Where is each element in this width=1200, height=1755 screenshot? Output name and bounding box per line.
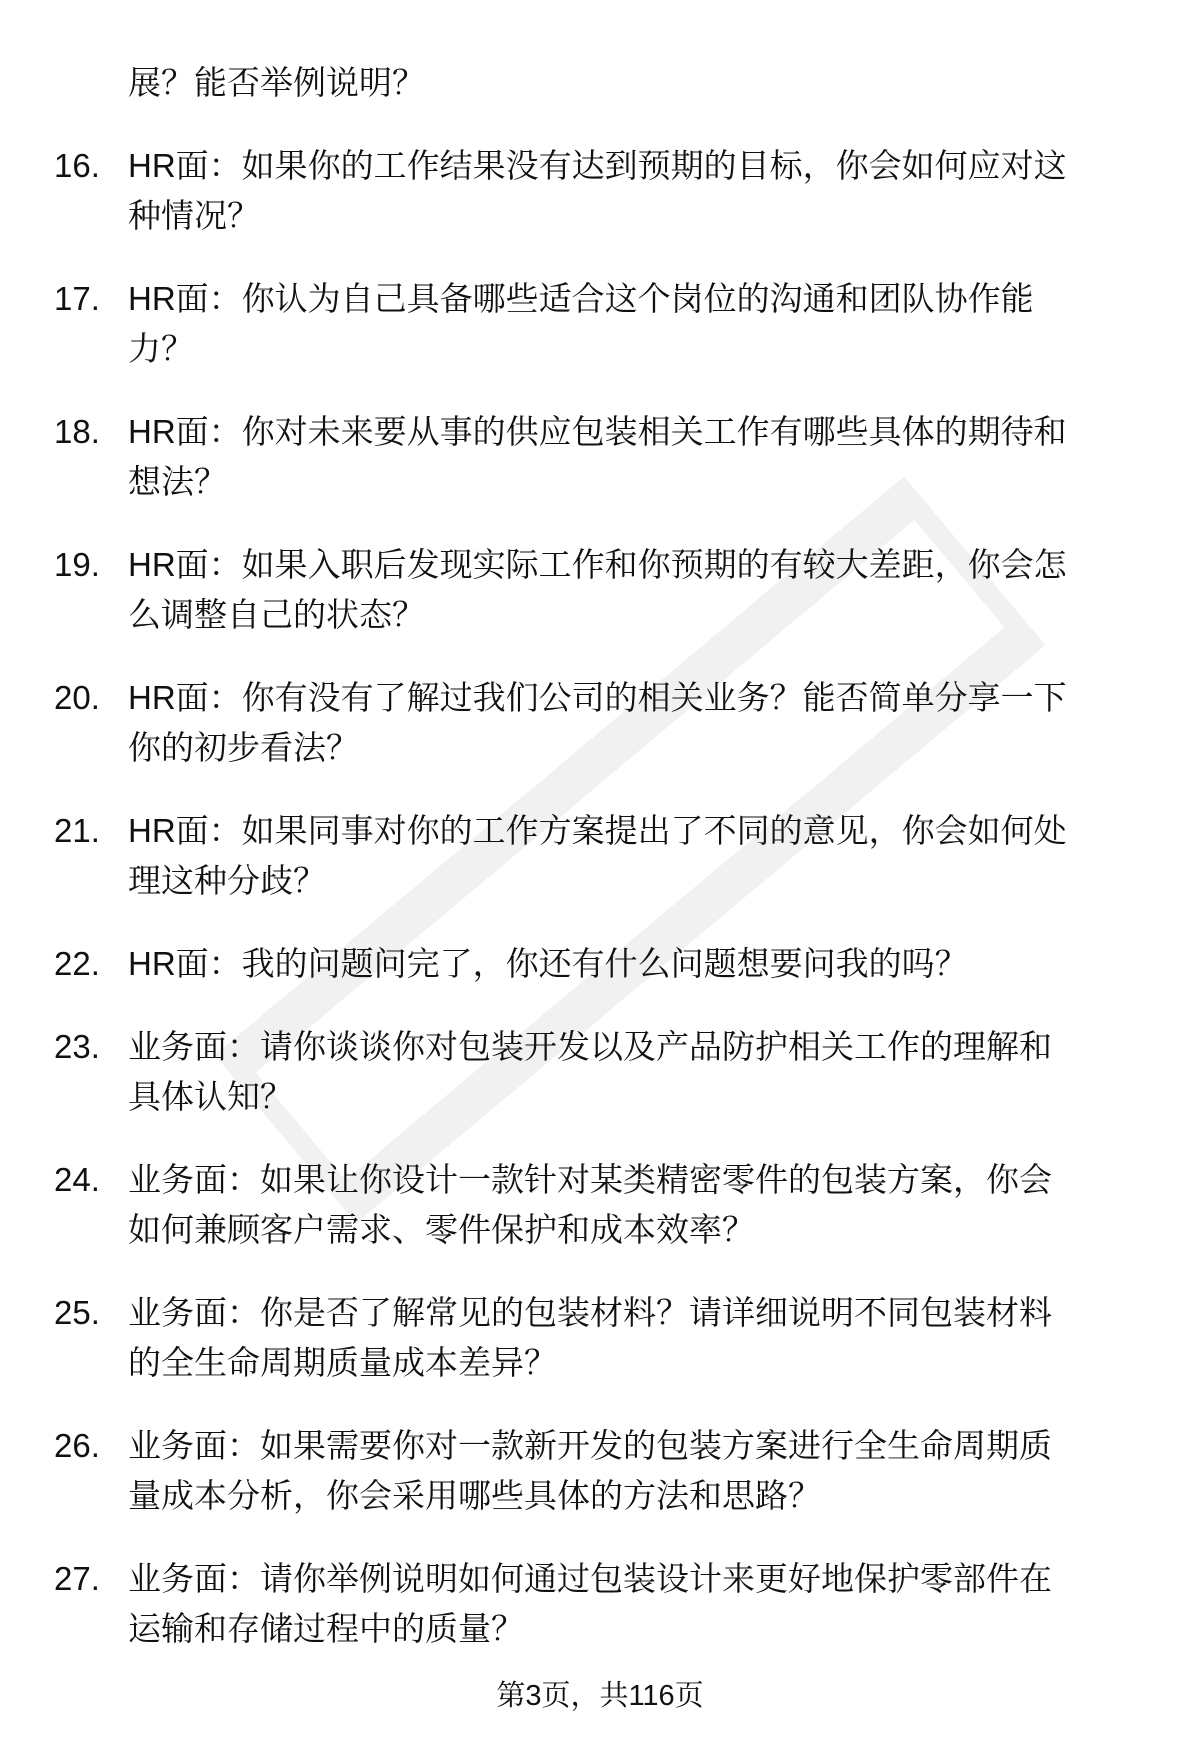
page-footer: 第3页，共116页 <box>496 1680 704 1712</box>
question-text: HR面：你有没有了解过我们公司的相关业务？能否简单分享一下 <box>128 679 1067 716</box>
question-list <box>0 58 1200 1687</box>
question-item <box>0 407 1200 507</box>
question-item <box>0 939 1200 989</box>
question-text: 种情况？ <box>128 197 260 234</box>
question-item <box>0 1421 1200 1521</box>
question-text: 业务面：请你举例说明如何通过包装设计来更好地保护零部件在 <box>128 1560 1052 1597</box>
text-line: 展？能否举例说明？ <box>128 64 425 101</box>
question-text: 运输和存储过程中的质量？ <box>128 1610 524 1647</box>
question-item <box>0 806 1200 906</box>
question-item <box>0 1155 1200 1255</box>
question-text: 如何兼顾客户需求、零件保护和成本效率？ <box>128 1211 755 1248</box>
question-item <box>0 1022 1200 1122</box>
continuation-text <box>0 58 1200 108</box>
question-text: 力？ <box>128 330 194 367</box>
question-text: 么调整自己的状态？ <box>128 596 425 633</box>
question-text: HR面：我的问题问完了，你还有什么问题想要问我的吗？ <box>128 945 968 982</box>
question-text: 业务面：请你谈谈你对包装开发以及产品防护相关工作的理解和 <box>128 1028 1052 1065</box>
question-number: 16. <box>54 147 100 184</box>
question-text: 的全生命周期质量成本差异？ <box>128 1344 557 1381</box>
question-number: 27. <box>54 1560 100 1597</box>
question-item <box>0 673 1200 773</box>
question-number: 24. <box>54 1161 100 1198</box>
question-text: HR面：如果同事对你的工作方案提出了不同的意见，你会如何处 <box>128 812 1067 849</box>
question-text: 理这种分歧？ <box>128 862 326 899</box>
question-text: 业务面：如果需要你对一款新开发的包装方案进行全生命周期质 <box>128 1427 1052 1464</box>
question-number: 26. <box>54 1427 100 1464</box>
question-item <box>0 1554 1200 1654</box>
question-text: 想法？ <box>128 463 227 500</box>
question-text: HR面：你对未来要从事的供应包装相关工作有哪些具体的期待和 <box>128 413 1067 450</box>
question-text: HR面：如果入职后发现实际工作和你预期的有较大差距，你会怎 <box>128 546 1067 583</box>
question-number: 20. <box>54 679 100 716</box>
question-number: 18. <box>54 413 100 450</box>
question-number: 22. <box>54 945 100 982</box>
question-text: 业务面：如果让你设计一款针对某类精密零件的包装方案，你会 <box>128 1161 1052 1198</box>
question-text: HR面：如果你的工作结果没有达到预期的目标，你会如何应对这 <box>128 147 1067 184</box>
question-number: 25. <box>54 1294 100 1331</box>
question-text: 量成本分析，你会采用哪些具体的方法和思路？ <box>128 1477 821 1514</box>
question-number: 23. <box>54 1028 100 1065</box>
question-number: 19. <box>54 546 100 583</box>
question-number: 21. <box>54 812 100 849</box>
question-item <box>0 1288 1200 1388</box>
question-text: 你的初步看法？ <box>128 729 359 766</box>
question-item <box>0 540 1200 640</box>
question-text: HR面：你认为自己具备哪些适合这个岗位的沟通和团队协作能 <box>128 280 1034 317</box>
question-item <box>0 274 1200 374</box>
question-item <box>0 141 1200 241</box>
question-text: 业务面：你是否了解常见的包装材料？请详细说明不同包装材料 <box>128 1294 1052 1331</box>
question-text: 具体认知？ <box>128 1078 293 1115</box>
question-number: 17. <box>54 280 100 317</box>
